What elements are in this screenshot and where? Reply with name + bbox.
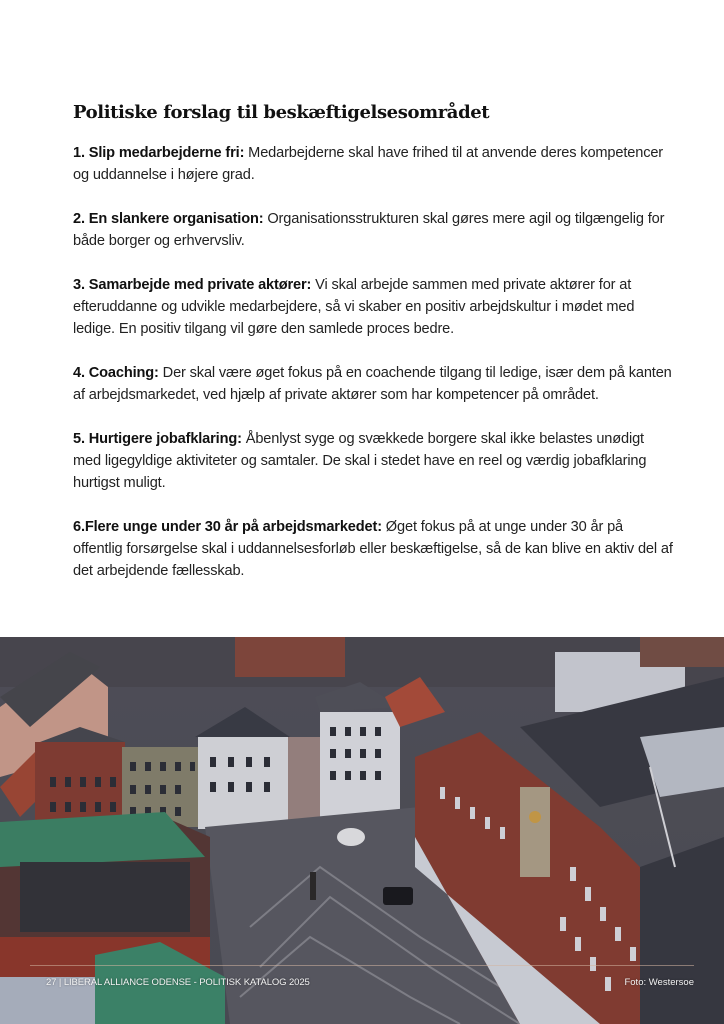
main-content: [73, 100, 673, 604]
proposal-heading: 3. Samarbejde med private aktører:: [73, 277, 312, 293]
proposal-item-1: [73, 142, 673, 186]
proposal-text: Vi skal arbejde sammen med private aktører for at efteruddanne og udvikle medarbejdere, så vi skaber en positiv arbejdskultur i mødet med ledige. En positiv tilgang vil gøre den samlede proces bedre.: [73, 277, 635, 337]
proposal-heading: 6.Flere unge under 30 år på arbejdsmarkedet:: [73, 519, 382, 535]
proposal-heading: 1. Slip medarbejderne fri:: [73, 145, 245, 161]
page-title: Politiske forslag til beskæftigelsesområdet: [73, 102, 490, 123]
proposal-text: Medarbejderne skal have frihed til at anvende deres kompetencer og uddannelse i højere grad.: [73, 145, 664, 183]
photo-credit: Foto: Westersoe: [624, 977, 694, 988]
footer-divider: [30, 965, 694, 966]
proposal-text: Der skal være øget fokus på en coachende tilgang til ledige, især dem på kanten af arbejdsmarkedet, ved hjælp af private aktører som har kompetencer på området.: [73, 365, 672, 403]
proposal-item-4: [73, 362, 673, 406]
proposal-text: Øget fokus på at unge under 30 år på offentlig forsørgelse skal i uddannelsesforløb eller beskæftigelse, så de kan blive en aktiv del af det arbejdende fællesskab.: [73, 519, 673, 579]
proposal-heading: 5. Hurtigere jobafklaring:: [73, 431, 242, 447]
proposal-heading: 4. Coaching:: [73, 365, 159, 381]
proposal-heading: 2. En slankere organisation:: [73, 211, 264, 227]
footer-page-info: 27 | LIBERAL ALLIANCE ODENSE - POLITISK KATALOG 2025: [46, 977, 310, 988]
proposal-text: Organisationsstrukturen skal gøres mere agil og tilgængelig for både borger og erhvervsliv.: [73, 211, 665, 249]
proposal-item-3: [73, 274, 673, 340]
proposal-item-2: [73, 208, 673, 252]
proposal-item-5: [73, 428, 673, 494]
proposal-text: Åbenlyst syge og svækkede borgere skal ikke belastes unødigt med ligegyldige aktiviteter og samtaler. De skal i stedet have en reel og værdig jobafklaring hurtigst muligt.: [73, 431, 647, 491]
proposal-item-6: [73, 516, 673, 582]
